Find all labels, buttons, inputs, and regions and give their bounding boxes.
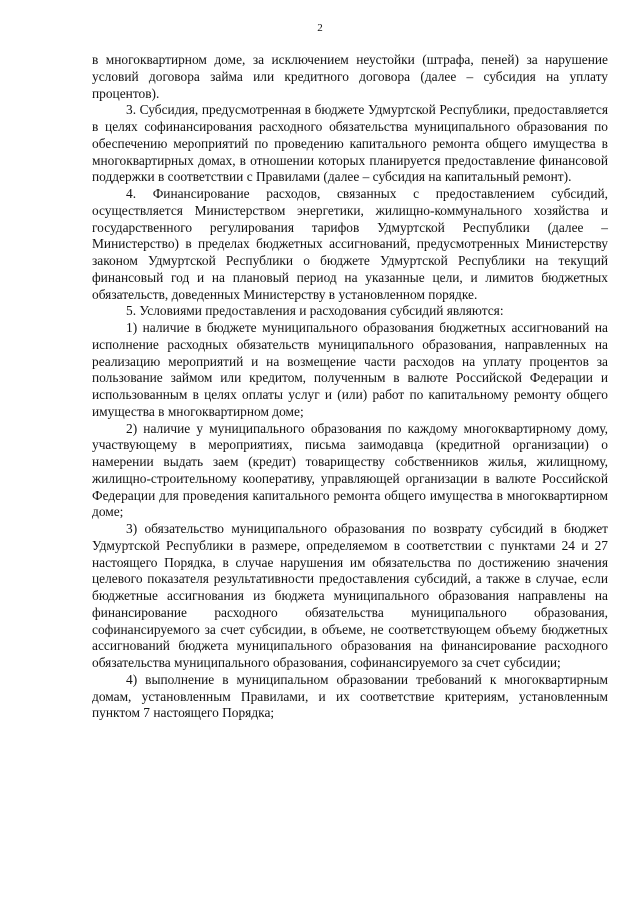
paragraph-continuation: в многоквартирном доме, за исключением неустойки (штрафа, пеней) за нарушение условий договора займа или кредитного договора (далее – субсидия на уплату процентов). (92, 52, 608, 101)
list-item-3: 3) обязательство муниципального образования по возврату субсидий в бюджет Удмуртской Республики в размере, определяемом в соответствии с пунктами 24 и 27 настоящего Порядка, в случае нарушения им обязательства по достижению значения целевого показателя результативности предоставления субсидий, а также в случае, если бюджетные ассигнования из бюджета муниципального образования направлены на финансирование расходного обязательства муниципального образования, софинансируемого за счет субсидии, в объеме, не соответствующем объему бюджетных ассигнований бюджета муниципального образования на финансирование расходного обязательства муниципального образования, софинансируемого за счет субсидии; (92, 521, 608, 670)
list-item-1: 1) наличие в бюджете муниципального образования бюджетных ассигнований на исполнение расходных обязательств муниципального образования, направленных на реализацию мероприятий и на возмещение части расходов на уплату процентов за пользование займом или кредитом, полученным в валюте Российской Федерации и использованным в целях оплаты услуг и (или) работ по капитальному ремонту общего имущества в многоквартирном доме; (92, 320, 608, 419)
paragraph-5: 5. Условиями предоставления и расходования субсидий являются: (126, 303, 504, 319)
paragraph-4: 4. Финансирование расходов, связанных с предоставлением субсидий, осуществляется Министерством энергетики, жилищно-коммунального хозяйства и государственного регулирования тарифов Удмуртской Республики (далее – Министерство) в пределах бюджетных ассигнований, предусмотренных Министерству законом Удмуртской Республики о бюджете Удмуртской Республики на текущий финансовый год и на плановый период на указанные цели, и лимитов бюджетных обязательств, доведенных Министерству в установленном порядке. (92, 186, 608, 302)
document-body (92, 52, 608, 722)
list-item-4: 4) выполнение в муниципальном образовании требований к многоквартирным домам, установленным Правилами, и их соответствие критериям, установленным пунктом 7 настоящего Порядка; (92, 671, 608, 721)
page-number: 2 (317, 22, 323, 34)
paragraph-3: 3. Субсидия, предусмотренная в бюджете Удмуртской Республики, предоставляется в целях софинансирования расходного обязательства муниципального образования по обеспечению мероприятий по проведению капитального ремонта общего имущества в многоквартирных домах, в отношении которых планируется предоставление финансовой поддержки в соответствии с Правилами (далее – субсидия на капитальный ремонт). (92, 102, 608, 185)
list-item-2: 2) наличие у муниципального образования по каждому многоквартирному дому, участвующему в мероприятиях, письма заимодавца (кредитной организации) о намерении выдать заем (кредит) товариществу собственников жилья, жилищному, жилищно-строительному кооперативу, управляющей организации в валюте Российской Федерации для проведения капитального ремонта общего имущества в многоквартирном доме; (92, 420, 608, 520)
